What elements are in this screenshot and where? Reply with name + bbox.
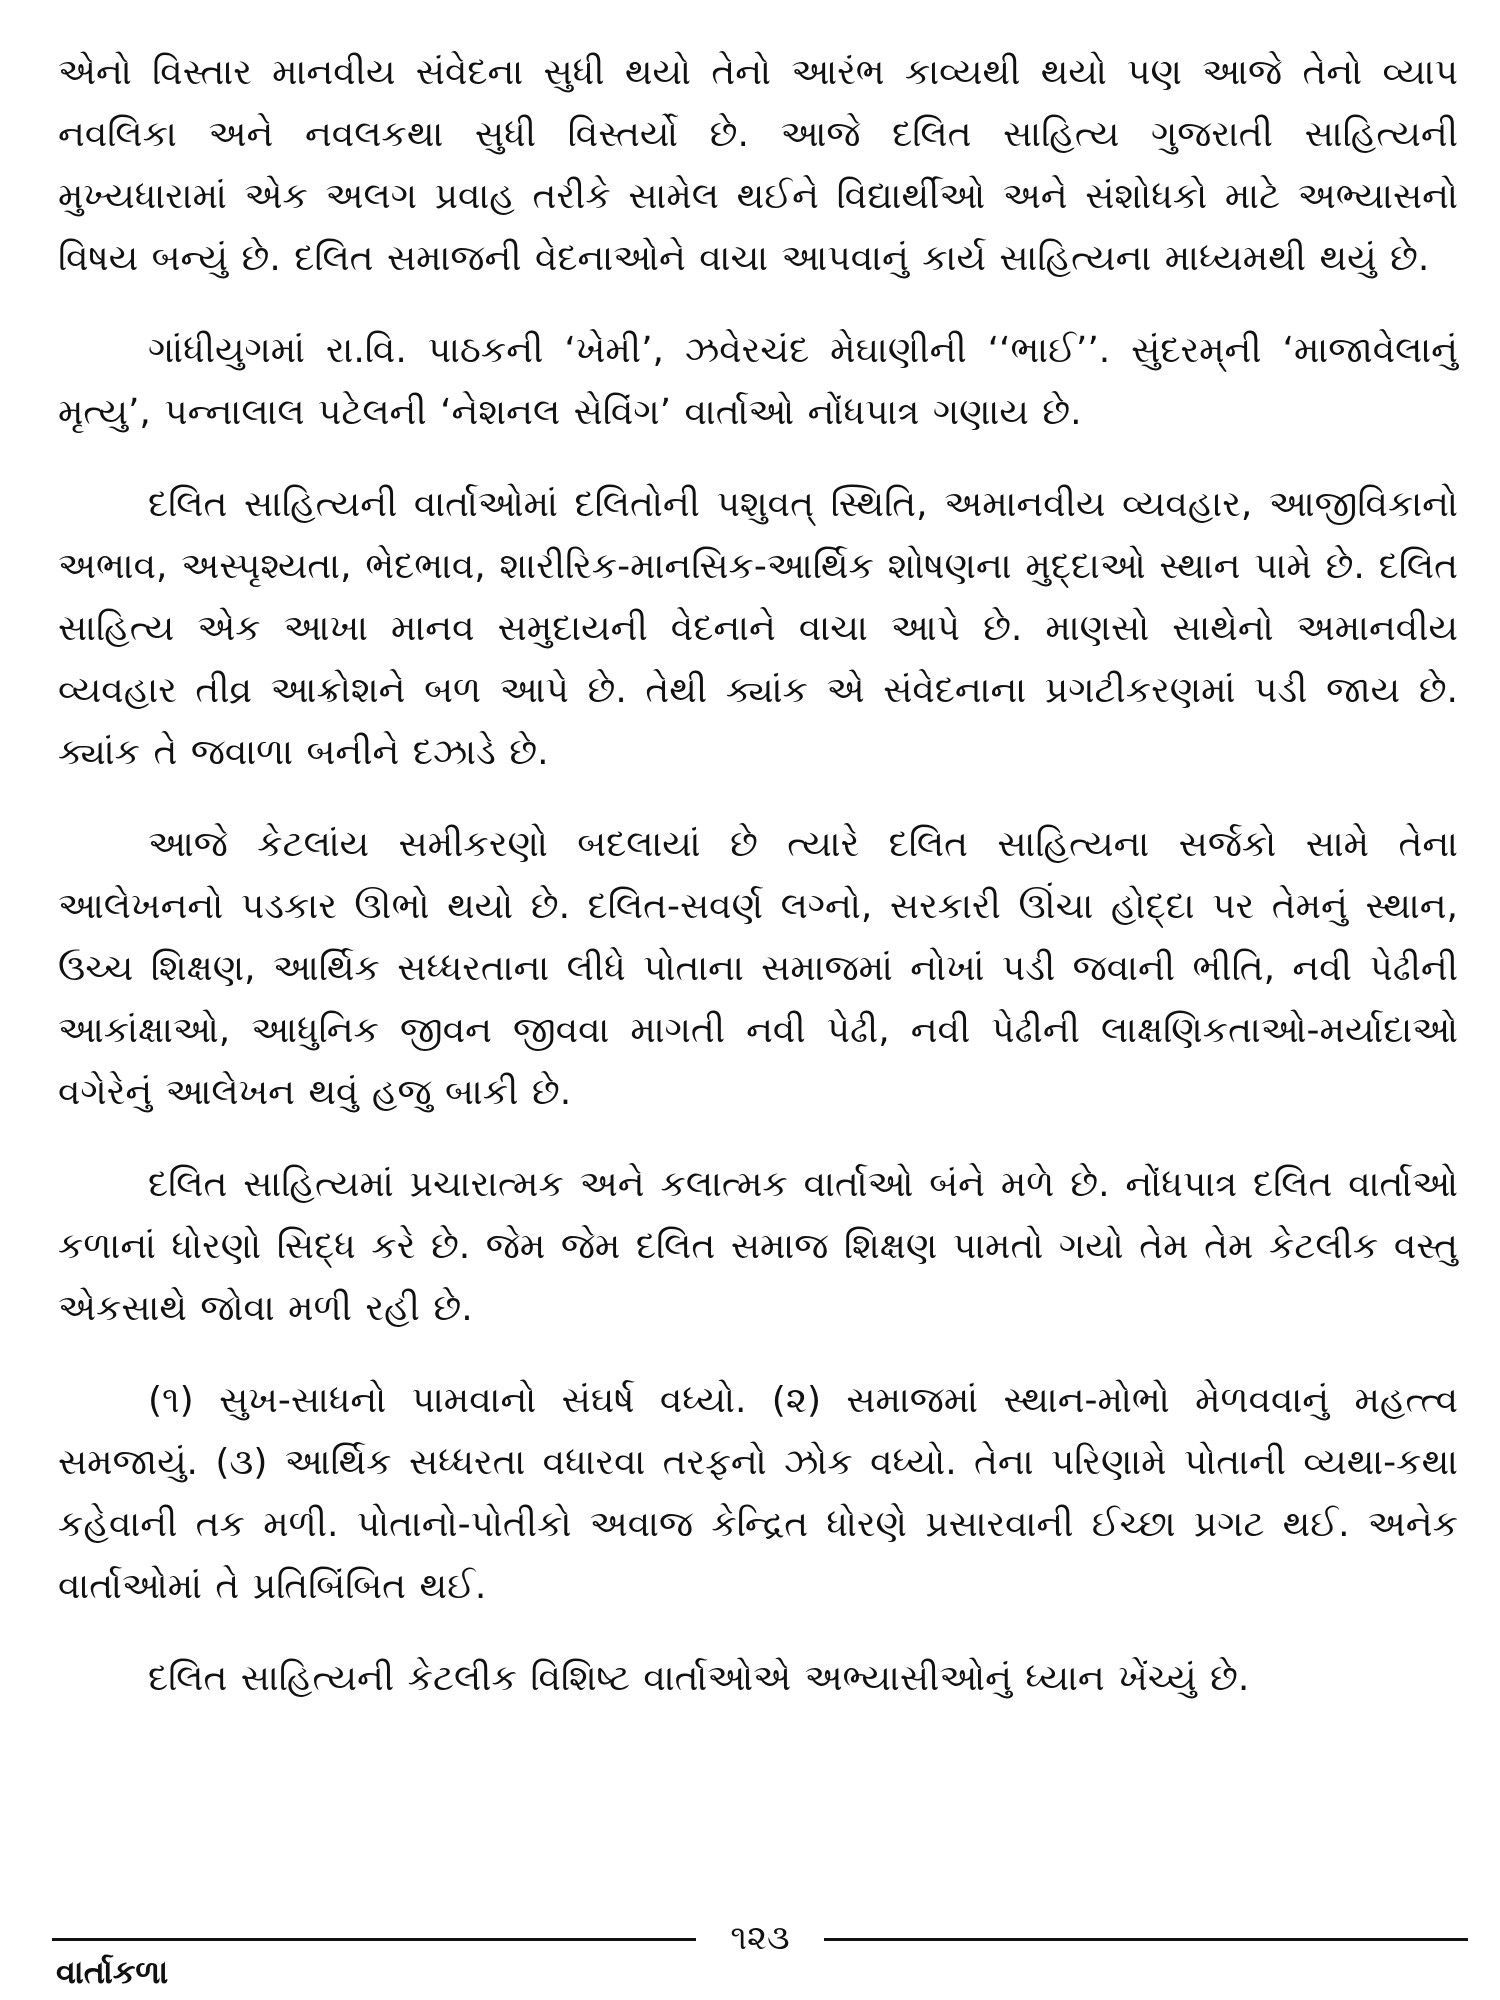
paragraph-5: દલિત સાહિત્યમાં પ્રચારાત્મક અને કલાત્મક વાર્તાઓ બંને મળે છે. નોંધપાત્ર દલિત વાર્તાઓ કળાનાં ધોરણો સિદ્ધ કરે છે. જેમ જેમ દલિત સમાજ શિક્ષણ પામતો ગયો તેમ તેમ કેટલીક વસ્તુ એકસાથે જોવા મળી રહી છે. (58, 1164, 1458, 1329)
running-footer-title: વાર્તાકળા (56, 1953, 169, 1991)
footer-rule-left (52, 1938, 696, 1941)
page-number: ૧૨૩ (730, 1918, 790, 1958)
paragraph-2: ગાંધીયુગમાં રા.વિ. પાઠકની ‘ખેમી’, ઝવેરચંદ મેઘાણીની ‘‘ભાઈ’’. સુંદરમ્‌ની ‘માજાવેલાનું મૃત્યુ’, પન્નાલાલ પટેલની ‘નેશનલ સેવિંગ’ વાર્તાઓ નોંધપાત્ર ગણાય છે. (58, 330, 1458, 433)
paragraph-3: દલિત સાહિત્યની વાર્તાઓમાં દલિતોની પશુવત્‌ સ્થિતિ, અમાનવીય વ્યવહાર, આજીવિકાનો અભાવ, અસ્પૃશ્યતા, ભેદભાવ, શારીરિક-માનસિક-આર્થિક શોષણના મુદ્દાઓ સ્થાન પામે છે. દલિત સાહિત્ય એક આખા માનવ સમુદાયની વેદનાને વાચા આપે છે. માણસો સાથેનો અમાનવીય વ્યવહાર તીવ્ર આક્રોશને બળ આપે છે. તેથી ક્યાંક એ સંવેદનાના પ્રગટીકરણમાં પડી જાય છે. ક્યાંક તે જવાળા બનીને દઝાડે છે. (58, 484, 1458, 773)
footer-rule-right (824, 1938, 1468, 1941)
paragraph-6: (૧) સુખ-સાધનો પામવાનો સંઘર્ષ વધ્યો. (૨) સમાજમાં સ્થાન-મોભો મેળવવાનું મહત્ત્વ સમજાયું. (૩) આર્થિક સધ્ધરતા વધારવા તરફનો ઝોક વધ્યો. તેના પરિણામે પોતાની વ્યથા-કથા કહેવાની તક મળી. પોતાનો-પોતીકો અવાજ કેન્દ્રિત ધોરણે પ્રસારવાની ઈચ્છા પ્રગટ થઈ. અનેક વાર્તાઓમાં તે પ્રતિબિંબિત થઈ. (58, 1380, 1458, 1607)
page-body (58, 42, 1458, 1740)
paragraph-1: એનો વિસ્તાર માનવીય સંવેદના સુધી થયો તેનો આરંભ કાવ્યથી થયો પણ આજે તેનો વ્યાપ નવલિકા અને નવલકથા સુધી વિસ્તર્યો છે. આજે દલિત સાહિત્ય ગુજરાતી સાહિત્યની મુખ્યધારામાં એક અલગ પ્રવાહ તરીકે સામેલ થઈને વિદ્યાર્થીઓ અને સંશોધકો માટે અભ્યાસનો વિષય બન્યું છે. દલિત સમાજની વેદનાઓને વાચા આપવાનું કાર્ય સાહિત્યના માધ્યમથી થયું છે. (58, 52, 1458, 279)
paragraph-4: આજે કેટલાંય સમીકરણો બદલાયાં છે ત્યારે દલિત સાહિત્યના સર્જકો સામે તેના આલેખનનો પડકાર ઊભો થયો છે. દલિત-સવર્ણ લગ્નો, સરકારી ઊંચા હોદ્દા પર તેમનું સ્થાન, ઉચ્ચ શિક્ષણ, આર્થિક સધ્ધરતાના લીધે પોતાના સમાજમાં નોખાં પડી જવાની ભીતિ, નવી પેઢીની આકાંક્ષાઓ, આધુનિક જીવન જીવવા માગતી નવી પેઢી, નવી પેઢીની લાક્ષણિકતાઓ-મર્યાદાઓ વગેરેનું આલેખન થવું હજુ બાકી છે. (58, 824, 1458, 1113)
paragraph-7: દલિત સાહિત્યની કેટલીક વિશિષ્ટ વાર્તાઓએ અભ્યાસીઓનું ધ્યાન ખેંચ્યું છે. (148, 1658, 1250, 1699)
